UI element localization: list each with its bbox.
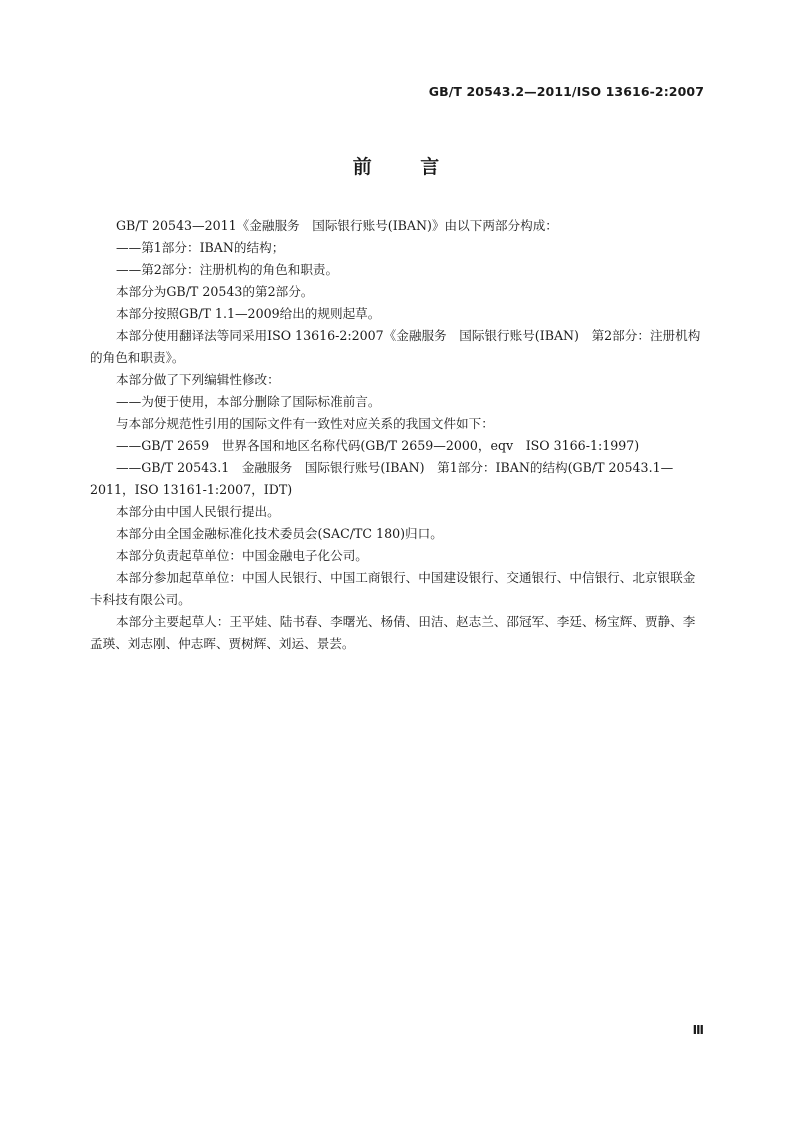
list-item-gbt-2659: ——GB/T 2659 世界各国和地区名称代码(GB/T 2659—2000，eqv ISO 3166-1:1997)	[116, 438, 640, 453]
page-title: 前 言	[352, 156, 442, 178]
paragraph-proposed-by: 本部分由中国人民银行提出。	[116, 504, 280, 519]
paragraph-part-of-standard: 本部分为GB/T 20543的第2部分。	[116, 284, 314, 299]
paragraph-under-jurisdiction: 本部分由全国金融标准化技术委员会(SAC/TC 180)归口。	[116, 526, 443, 541]
standard-number-header: GB/T 20543.2—2011/ISO 13616-2:2007	[428, 84, 704, 99]
foreword-body	[90, 215, 706, 655]
list-item-gbt-20543-1: ——GB/T 20543.1 金融服务 国际银行账号(IBAN) 第1部分：IBAN的结构(GB/T 20543.1—2011，ISO 13161-1:2007，IDT)	[90, 460, 674, 497]
paragraph-composition: GB/T 20543—2011《金融服务 国际银行账号(IBAN)》由以下两部分构成：	[116, 218, 558, 233]
paragraph-corresponding-docs: 与本部分规范性引用的国际文件有一致性对应关系的我国文件如下：	[116, 416, 494, 431]
paragraph-drafting-rules: 本部分按照GB/T 1.1—2009给出的规则起草。	[116, 306, 381, 321]
paragraph-responsible-unit: 本部分负责起草单位：中国金融电子化公司。	[116, 548, 368, 563]
paragraph-editorial-changes: 本部分做了下列编辑性修改：	[116, 372, 280, 387]
paragraph-main-drafters: 本部分主要起草人：王平娃、陆书春、李曙光、杨倩、田洁、赵志兰、邵冠军、李廷、杨宝辉、贾静、李孟瑛、刘志刚、仲志晖、贾树辉、刘运、景芸。	[90, 614, 696, 651]
list-item-part-2: ——第2部分：注册机构的角色和职责。	[116, 262, 339, 277]
paragraph-adoption: 本部分使用翻译法等同采用ISO 13616-2:2007《金融服务 国际银行账号(IBAN) 第2部分：注册机构的角色和职责》。	[90, 328, 701, 365]
list-item-removed-foreword: ——为便于使用，本部分删除了国际标准前言。	[116, 394, 381, 409]
page-number: Ⅲ	[692, 1023, 704, 1037]
list-item-part-1: ——第1部分：IBAN的结构；	[116, 240, 285, 255]
paragraph-participating-units: 本部分参加起草单位：中国人民银行、中国工商银行、中国建设银行、交通银行、中信银行、北京银联金卡科技有限公司。	[90, 570, 696, 607]
